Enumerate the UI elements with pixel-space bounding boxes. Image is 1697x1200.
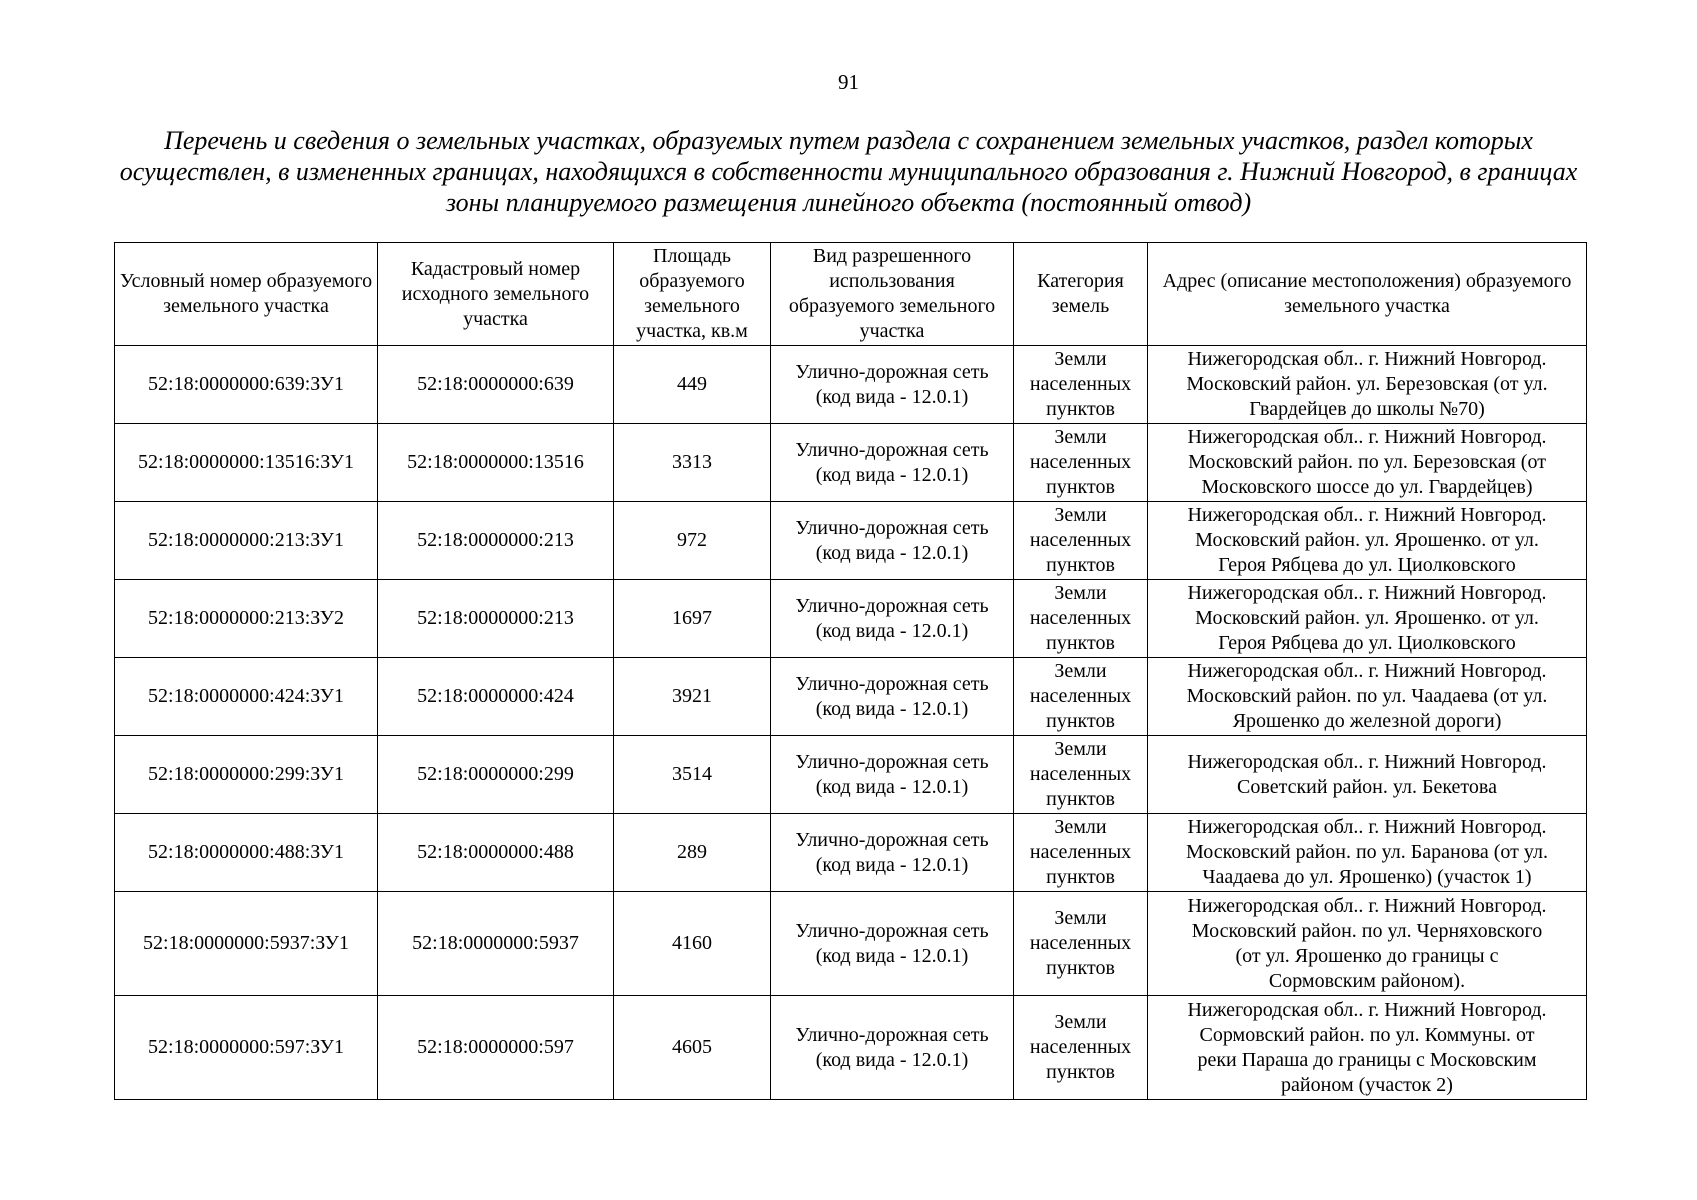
table-row <box>115 658 1587 736</box>
cell-land-category: Земли населенных пунктов <box>1014 580 1148 658</box>
cell-use-type: Улично-дорожная сеть (код вида - 12.0.1) <box>771 580 1014 658</box>
table-row <box>115 346 1587 424</box>
land-plots-table <box>114 242 1587 1100</box>
cell-land-category: Земли населенных пунктов <box>1014 892 1148 996</box>
cell-use-type: Улично-дорожная сеть (код вида - 12.0.1) <box>771 736 1014 814</box>
table-row <box>115 892 1587 996</box>
cell-area: 3921 <box>614 658 771 736</box>
cell-address: Нижегородская обл.. г. Нижний Новгород. Московский район. ул. Ярошенко. от ул. Героя Рябцева до ул. Циолковского <box>1148 502 1587 580</box>
cell-address: Нижегородская обл.. г. Нижний Новгород. Советский район. ул. Бекетова <box>1148 736 1587 814</box>
cell-use-type: Улично-дорожная сеть (код вида - 12.0.1) <box>771 658 1014 736</box>
cell-area: 3313 <box>614 424 771 502</box>
cell-cadastral-number: 52:18:0000000:213 <box>378 580 614 658</box>
cell-area: 3514 <box>614 736 771 814</box>
table-row <box>115 580 1587 658</box>
cell-land-category: Земли населенных пунктов <box>1014 346 1148 424</box>
cell-address: Нижегородская обл.. г. Нижний Новгород. Московский район. по ул. Чаадаева (от ул. Ярошенко до железной дороги) <box>1148 658 1587 736</box>
cell-cadastral-number: 52:18:0000000:424 <box>378 658 614 736</box>
cell-use-type: Улично-дорожная сеть (код вида - 12.0.1) <box>771 502 1014 580</box>
cell-use-type: Улично-дорожная сеть (код вида - 12.0.1) <box>771 346 1014 424</box>
cell-address: Нижегородская обл.. г. Нижний Новгород. Московский район. ул. Березовская (от ул. Гвардейцев до школы №70) <box>1148 346 1587 424</box>
cell-conditional-number: 52:18:0000000:299:ЗУ1 <box>115 736 378 814</box>
cell-land-category: Земли населенных пунктов <box>1014 814 1148 892</box>
cell-cadastral-number: 52:18:0000000:213 <box>378 502 614 580</box>
cell-area: 4605 <box>614 996 771 1100</box>
cell-cadastral-number: 52:18:0000000:488 <box>378 814 614 892</box>
cell-conditional-number: 52:18:0000000:597:ЗУ1 <box>115 996 378 1100</box>
cell-address: Нижегородская обл.. г. Нижний Новгород. Московский район. по ул. Баранова (от ул. Чаадаева до ул. Ярошенко) (участок 1) <box>1148 814 1587 892</box>
table-row <box>115 996 1587 1100</box>
cell-cadastral-number: 52:18:0000000:299 <box>378 736 614 814</box>
cell-cadastral-number: 52:18:0000000:639 <box>378 346 614 424</box>
table-row <box>115 502 1587 580</box>
cell-address: Нижегородская обл.. г. Нижний Новгород. Московский район. ул. Ярошенко. от ул. Героя Рябцева до ул. Циолковского <box>1148 580 1587 658</box>
cell-land-category: Земли населенных пунктов <box>1014 736 1148 814</box>
header-area: Площадь образуемого земельного участка, кв.м <box>614 243 771 346</box>
header-use-type: Вид разрешенного использования образуемого земельного участка <box>771 243 1014 346</box>
cell-use-type: Улично-дорожная сеть (код вида - 12.0.1) <box>771 424 1014 502</box>
header-conditional-number: Условный номер образуемого земельного участка <box>115 243 378 346</box>
cell-use-type: Улично-дорожная сеть (код вида - 12.0.1) <box>771 892 1014 996</box>
cell-area: 972 <box>614 502 771 580</box>
cell-conditional-number: 52:18:0000000:639:ЗУ1 <box>115 346 378 424</box>
table-row <box>115 736 1587 814</box>
cell-conditional-number: 52:18:0000000:488:ЗУ1 <box>115 814 378 892</box>
document-title: Перечень и сведения о земельных участках, образуемых путем раздела с сохранением земельных участков, раздел которых осуществлен, в измененных границах, находящихся в собственности муниципального образования г. Нижний Новгород, в границах зоны планируемого размещения линейного объекта (постоянный отвод) <box>119 126 1578 217</box>
cell-conditional-number: 52:18:0000000:5937:ЗУ1 <box>115 892 378 996</box>
cell-address: Нижегородская обл.. г. Нижний Новгород. Московский район. по ул. Черняховского (от ул. Ярошенко до границы с Сормовским районом). <box>1148 892 1587 996</box>
cell-area: 1697 <box>614 580 771 658</box>
cell-conditional-number: 52:18:0000000:424:ЗУ1 <box>115 658 378 736</box>
header-land-category: Категория земель <box>1014 243 1148 346</box>
header-address: Адрес (описание местоположения) образуемого земельного участка <box>1148 243 1587 346</box>
cell-cadastral-number: 52:18:0000000:597 <box>378 996 614 1100</box>
cell-cadastral-number: 52:18:0000000:5937 <box>378 892 614 996</box>
cell-use-type: Улично-дорожная сеть (код вида - 12.0.1) <box>771 814 1014 892</box>
table-row <box>115 424 1587 502</box>
cell-address: Нижегородская обл.. г. Нижний Новгород. Московский район. по ул. Березовская (от Московского шоссе до ул. Гвардейцев) <box>1148 424 1587 502</box>
cell-conditional-number: 52:18:0000000:13516:ЗУ1 <box>115 424 378 502</box>
table-header-row <box>115 243 1587 346</box>
cell-use-type: Улично-дорожная сеть (код вида - 12.0.1) <box>771 996 1014 1100</box>
cell-cadastral-number: 52:18:0000000:13516 <box>378 424 614 502</box>
cell-land-category: Земли населенных пунктов <box>1014 996 1148 1100</box>
page-number: 91 <box>838 70 859 94</box>
cell-land-category: Земли населенных пунктов <box>1014 502 1148 580</box>
cell-address: Нижегородская обл.. г. Нижний Новгород. Сормовский район. по ул. Коммуны. от реки Параша до границы с Московским районом (участок 2) <box>1148 996 1587 1100</box>
cell-land-category: Земли населенных пунктов <box>1014 424 1148 502</box>
table-row <box>115 814 1587 892</box>
cell-area: 449 <box>614 346 771 424</box>
cell-land-category: Земли населенных пунктов <box>1014 658 1148 736</box>
cell-conditional-number: 52:18:0000000:213:ЗУ1 <box>115 502 378 580</box>
cell-area: 289 <box>614 814 771 892</box>
header-cadastral-number: Кадастровый номер исходного земельного участка <box>378 243 614 346</box>
cell-area: 4160 <box>614 892 771 996</box>
cell-conditional-number: 52:18:0000000:213:ЗУ2 <box>115 580 378 658</box>
